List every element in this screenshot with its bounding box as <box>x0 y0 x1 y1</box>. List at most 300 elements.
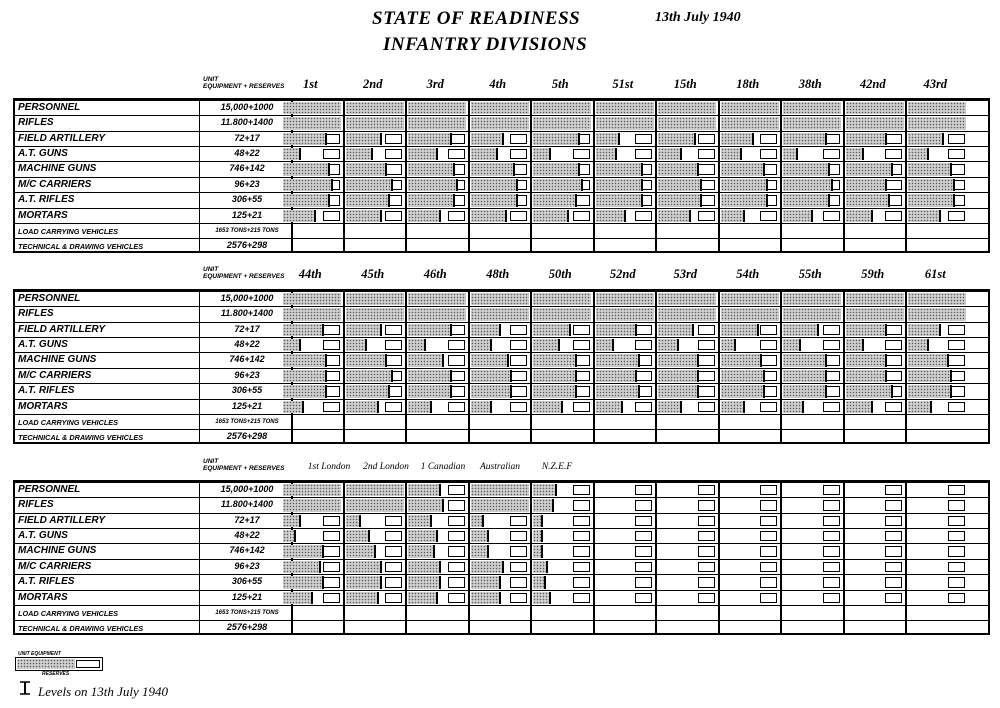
readiness-bar <box>721 354 761 367</box>
readiness-bar <box>533 401 562 413</box>
row-unit-reserves: 11.800+1400 <box>220 117 274 127</box>
level-marker <box>697 163 699 176</box>
level-marker <box>891 385 893 398</box>
reserve-box <box>448 355 465 366</box>
readiness-bar <box>346 324 381 336</box>
level-marker <box>391 370 393 382</box>
division-header: 50th <box>548 267 572 281</box>
readiness-cell <box>532 193 592 208</box>
readiness-cell <box>782 400 842 414</box>
readiness-bar <box>658 194 701 207</box>
level-marker <box>575 370 577 382</box>
row-label: FIELD ARTILLERY <box>18 515 106 526</box>
readiness-bar <box>596 133 619 145</box>
reserve-box <box>323 577 340 588</box>
reserve-box <box>573 485 590 495</box>
row-label: A.T. RIFLES <box>18 576 75 587</box>
readiness-cell <box>532 178 592 192</box>
level-marker <box>885 133 887 145</box>
readiness-cell <box>845 353 905 368</box>
reserve-box <box>573 149 590 159</box>
readiness-cell <box>282 116 342 131</box>
readiness-cell <box>345 224 405 238</box>
readiness-bar <box>596 354 639 367</box>
readiness-bar <box>346 370 392 382</box>
row-label: PERSONNEL <box>18 102 81 113</box>
level-marker <box>635 370 637 382</box>
readiness-bar <box>283 545 323 558</box>
readiness-cell <box>720 292 780 306</box>
reserve-box <box>885 593 902 603</box>
readiness-cell <box>595 353 655 368</box>
readiness-bar <box>658 163 698 176</box>
readiness-cell <box>657 483 717 497</box>
readiness-cell <box>657 369 717 383</box>
reserve-box <box>323 531 340 541</box>
readiness-bar <box>408 499 443 512</box>
readiness-cell <box>657 353 717 368</box>
readiness-cell <box>845 239 905 253</box>
readiness-cell <box>657 239 717 253</box>
readiness-cell <box>345 415 405 429</box>
readiness-cell <box>345 529 405 543</box>
level-marker <box>615 148 617 160</box>
readiness-cell <box>282 560 342 574</box>
readiness-cell <box>345 101 405 115</box>
reserve-box <box>385 516 402 526</box>
reserve-box <box>510 402 527 412</box>
readiness-bar <box>283 339 300 351</box>
readiness-bar <box>408 293 466 305</box>
level-marker <box>328 194 330 207</box>
reserve-box <box>510 355 527 366</box>
row-unit-reserves: 48+22 <box>234 530 260 540</box>
level-marker <box>885 370 887 382</box>
table-row <box>15 306 988 322</box>
readiness-bar <box>721 210 744 222</box>
readiness-cell <box>345 292 405 306</box>
readiness-bar <box>846 370 886 382</box>
row-unit-reserves: 2576+298 <box>226 431 268 441</box>
table-row <box>15 115 988 131</box>
readiness-cell <box>657 147 717 161</box>
readiness-cell <box>720 400 780 414</box>
row-unit-reserves: 306+55 <box>231 576 263 586</box>
chart-date: 13th July 1940 <box>655 10 741 25</box>
readiness-bar <box>908 210 940 222</box>
readiness-cell <box>595 591 655 605</box>
readiness-bar <box>533 179 582 191</box>
readiness-cell <box>720 606 780 620</box>
unit-header-line1: UNIT <box>203 76 219 83</box>
readiness-bar <box>283 210 315 222</box>
readiness-bar <box>846 385 892 398</box>
readiness-bar <box>471 499 529 512</box>
readiness-bar <box>471 561 503 573</box>
level-marker-icon <box>18 680 32 696</box>
reserve-box <box>635 546 652 557</box>
readiness-bar <box>471 576 500 589</box>
readiness-cell <box>720 338 780 352</box>
readiness-cell <box>782 178 842 192</box>
level-marker <box>743 401 745 413</box>
division-header: 1st London <box>307 462 351 472</box>
row-unit-reserves: 306+55 <box>231 194 263 204</box>
readiness-bar <box>283 308 341 321</box>
level-marker <box>569 324 571 336</box>
level-marker <box>927 339 929 351</box>
readiness-bar <box>283 102 341 114</box>
readiness-bar <box>721 179 767 191</box>
readiness-cell <box>595 606 655 620</box>
level-marker <box>510 385 512 398</box>
readiness-bar <box>408 561 440 573</box>
readiness-cell <box>720 162 780 177</box>
readiness-bar <box>908 117 966 130</box>
level-marker <box>871 401 873 413</box>
level-marker <box>621 401 623 413</box>
division-header: 42nd <box>859 77 886 91</box>
reserve-box <box>448 531 465 541</box>
readiness-cell <box>782 560 842 574</box>
readiness-cell <box>345 369 405 383</box>
readiness-cell <box>782 209 842 223</box>
reserve-box <box>635 371 652 381</box>
row-label: MACHINE GUNS <box>18 354 97 365</box>
readiness-cell <box>657 116 717 131</box>
readiness-cell <box>720 147 780 161</box>
readiness-bar <box>346 163 386 176</box>
reserve-box <box>510 340 527 350</box>
readiness-cell <box>907 560 967 574</box>
readiness-cell <box>470 514 530 528</box>
reserve-box <box>635 577 652 588</box>
row-label: M/C CARRIERS <box>18 561 92 572</box>
division-header: 48th <box>486 267 510 281</box>
readiness-bar <box>908 354 948 367</box>
reserve-box <box>573 593 590 603</box>
reserve-box <box>635 485 652 495</box>
readiness-cell <box>907 116 967 131</box>
readiness-cell <box>657 400 717 414</box>
readiness-bar <box>908 293 966 305</box>
readiness-cell <box>782 384 842 399</box>
readiness-cell <box>532 529 592 543</box>
readiness-bar <box>408 401 431 413</box>
readiness-cell <box>345 560 405 574</box>
readiness-cell <box>907 415 967 429</box>
level-marker <box>680 401 682 413</box>
readiness-bar <box>346 148 372 160</box>
row-label: MORTARS <box>18 210 68 221</box>
reserve-box <box>885 562 902 572</box>
readiness-cell <box>345 514 405 528</box>
row-unit-reserves: 746+142 <box>229 354 265 364</box>
readiness-cell <box>845 193 905 208</box>
readiness-cell <box>907 338 967 352</box>
readiness-cell <box>532 621 592 635</box>
reserve-box <box>823 402 840 412</box>
readiness-cell <box>595 560 655 574</box>
readiness-cell <box>282 178 342 192</box>
reserve-box <box>698 149 715 159</box>
readiness-bar <box>408 163 454 176</box>
readiness-cell <box>407 101 467 115</box>
level-marker <box>453 194 455 207</box>
readiness-cell <box>782 224 842 238</box>
readiness-cell <box>845 560 905 574</box>
reserve-box <box>823 531 840 541</box>
legend-unit-label: UNIT EQUIPMENT <box>18 651 61 657</box>
readiness-cell <box>845 292 905 306</box>
readiness-cell <box>532 591 592 605</box>
readiness-bar <box>533 308 591 321</box>
row-unit-reserves: 746+142 <box>229 163 265 173</box>
reserve-box <box>510 149 527 159</box>
row-unit-reserves: 96+23 <box>234 561 260 571</box>
readiness-cell <box>907 193 967 208</box>
readiness-bar <box>346 401 378 413</box>
division-header: 18th <box>736 77 760 91</box>
readiness-cell <box>782 529 842 543</box>
level-marker <box>436 148 438 160</box>
reserve-box <box>885 180 902 190</box>
level-marker <box>302 401 304 413</box>
level-marker <box>942 133 944 145</box>
readiness-cell <box>407 353 467 368</box>
reserve-box <box>698 371 715 381</box>
readiness-bar <box>283 293 341 305</box>
reserve-box <box>323 516 340 526</box>
reserve-box <box>385 164 402 175</box>
readiness-cell <box>907 575 967 590</box>
level-marker <box>885 354 887 367</box>
row-unit-reserves: 1653 TONS+215 TONS <box>215 419 279 425</box>
readiness-cell <box>782 498 842 513</box>
row-unit-reserves: 125+21 <box>231 210 263 220</box>
reserve-box <box>823 546 840 557</box>
readiness-cell <box>532 498 592 513</box>
readiness-bar <box>533 148 550 160</box>
readiness-bar <box>658 210 690 222</box>
readiness-cell <box>595 116 655 131</box>
readiness-bar <box>471 530 488 542</box>
readiness-cell <box>282 544 342 559</box>
reserve-box <box>823 211 840 221</box>
reserve-box <box>948 546 965 557</box>
readiness-bar <box>408 117 466 130</box>
division-header: 46th <box>423 267 447 281</box>
readiness-cell <box>282 529 342 543</box>
readiness-cell <box>407 591 467 605</box>
readiness-bar <box>283 148 300 160</box>
reserve-box <box>510 562 527 572</box>
row-unit-reserves: 306+55 <box>231 385 263 395</box>
readiness-bar <box>533 117 591 130</box>
readiness-bar <box>721 102 779 114</box>
readiness-bar <box>596 370 636 382</box>
readiness-cell <box>782 323 842 337</box>
level-marker <box>377 401 379 413</box>
table-row <box>15 620 988 635</box>
readiness-cell <box>532 514 592 528</box>
reserve-box <box>760 402 777 412</box>
level-marker <box>680 148 682 160</box>
table-row <box>15 383 988 399</box>
reserve-box <box>760 577 777 588</box>
readiness-cell <box>720 116 780 131</box>
row-label: LOAD CARRYING VEHICLES <box>18 227 119 236</box>
readiness-bar <box>721 293 779 305</box>
readiness-bar <box>533 484 556 496</box>
level-marker <box>828 163 830 176</box>
readiness-cell <box>657 178 717 192</box>
readiness-cell <box>532 483 592 497</box>
reserve-box <box>760 500 777 511</box>
readiness-cell <box>470 529 530 543</box>
reserve-box <box>385 402 402 412</box>
table-row <box>15 559 988 574</box>
readiness-cell <box>720 323 780 337</box>
row-unit-reserves: 1653 TONS+215 TONS <box>215 228 279 234</box>
readiness-bar <box>283 561 320 573</box>
readiness-cell <box>345 162 405 177</box>
readiness-bar <box>283 499 341 512</box>
reserve-box <box>635 593 652 603</box>
level-marker <box>516 194 518 207</box>
row-label: MACHINE GUNS <box>18 545 97 556</box>
readiness-bar <box>846 354 886 367</box>
row-label: A.T. RIFLES <box>18 194 75 205</box>
readiness-bar <box>346 530 369 542</box>
reserve-box <box>823 340 840 350</box>
unit-header-line1: UNIT <box>203 266 219 273</box>
reserve-box <box>885 149 902 159</box>
readiness-cell <box>907 224 967 238</box>
readiness-cell <box>282 193 342 208</box>
readiness-cell <box>470 606 530 620</box>
level-marker <box>953 179 955 191</box>
readiness-cell <box>657 621 717 635</box>
readiness-cell <box>907 514 967 528</box>
readiness-cell <box>782 514 842 528</box>
level-marker <box>953 194 955 207</box>
readiness-bar <box>408 194 454 207</box>
readiness-bar <box>783 117 841 130</box>
readiness-cell <box>345 621 405 635</box>
row-unit-reserves: 125+21 <box>231 401 263 411</box>
readiness-bar <box>408 308 466 321</box>
readiness-bar <box>346 293 404 305</box>
readiness-cell <box>532 338 592 352</box>
readiness-cell <box>470 101 530 115</box>
level-marker <box>496 148 498 160</box>
readiness-bar <box>346 133 381 145</box>
readiness-cell <box>532 430 592 444</box>
row-label: A.T. GUNS <box>18 530 68 541</box>
readiness-cell <box>782 575 842 590</box>
level-marker <box>439 561 441 573</box>
readiness-bar <box>846 148 863 160</box>
readiness-cell <box>407 116 467 131</box>
level-marker <box>618 133 620 145</box>
readiness-cell <box>407 430 467 444</box>
readiness-bar <box>596 102 654 114</box>
readiness-bar <box>533 561 547 573</box>
readiness-cell <box>595 132 655 146</box>
readiness-cell <box>657 209 717 223</box>
readiness-cell <box>470 323 530 337</box>
level-marker <box>380 133 382 145</box>
level-marker <box>763 385 765 398</box>
reserve-box <box>948 355 965 366</box>
readiness-bar <box>346 179 392 191</box>
readiness-bar <box>346 561 381 573</box>
level-marker <box>763 370 765 382</box>
readiness-cell <box>470 591 530 605</box>
reserve-box <box>573 516 590 526</box>
readiness-bar <box>908 179 954 191</box>
readiness-cell <box>845 430 905 444</box>
readiness-cell <box>407 560 467 574</box>
unit-header-line2: EQUIPMENT + RESERVES <box>203 273 285 280</box>
readiness-bar <box>721 148 741 160</box>
readiness-bar <box>596 293 654 305</box>
level-marker <box>436 530 438 542</box>
readiness-cell <box>657 338 717 352</box>
readiness-cell <box>282 224 342 238</box>
row-unit-reserves: 2576+298 <box>226 240 268 250</box>
division-header: 43rd <box>923 77 948 91</box>
readiness-bar <box>346 385 389 398</box>
row-label: PERSONNEL <box>18 293 81 304</box>
level-marker <box>377 592 379 604</box>
readiness-cell <box>470 116 530 131</box>
readiness-cell <box>532 353 592 368</box>
reserve-box <box>573 531 590 541</box>
readiness-cell <box>282 514 342 528</box>
level-marker <box>939 324 941 336</box>
reserve-box <box>885 577 902 588</box>
readiness-cell <box>345 384 405 399</box>
level-marker <box>442 499 444 512</box>
reserve-box <box>635 325 652 335</box>
readiness-bar <box>846 401 872 413</box>
level-marker <box>831 179 833 191</box>
readiness-bar <box>721 324 758 336</box>
readiness-bar <box>346 117 404 130</box>
level-marker <box>796 148 798 160</box>
readiness-cell <box>657 307 717 322</box>
readiness-bar <box>846 339 863 351</box>
reserve-box <box>448 211 465 221</box>
readiness-bar <box>908 385 951 398</box>
readiness-bar <box>533 339 559 351</box>
readiness-cell <box>595 239 655 253</box>
readiness-cell <box>907 101 967 115</box>
readiness-cell <box>845 307 905 322</box>
readiness-cell <box>907 239 967 253</box>
readiness-cell <box>845 621 905 635</box>
readiness-cell <box>845 400 905 414</box>
readiness-cell <box>282 415 342 429</box>
unit-header-line2: EQUIPMENT + RESERVES <box>203 465 285 472</box>
readiness-bar <box>346 339 366 351</box>
reserve-box <box>698 134 715 144</box>
readiness-cell <box>595 498 655 513</box>
reserve-box <box>885 355 902 366</box>
readiness-cell <box>470 193 530 208</box>
